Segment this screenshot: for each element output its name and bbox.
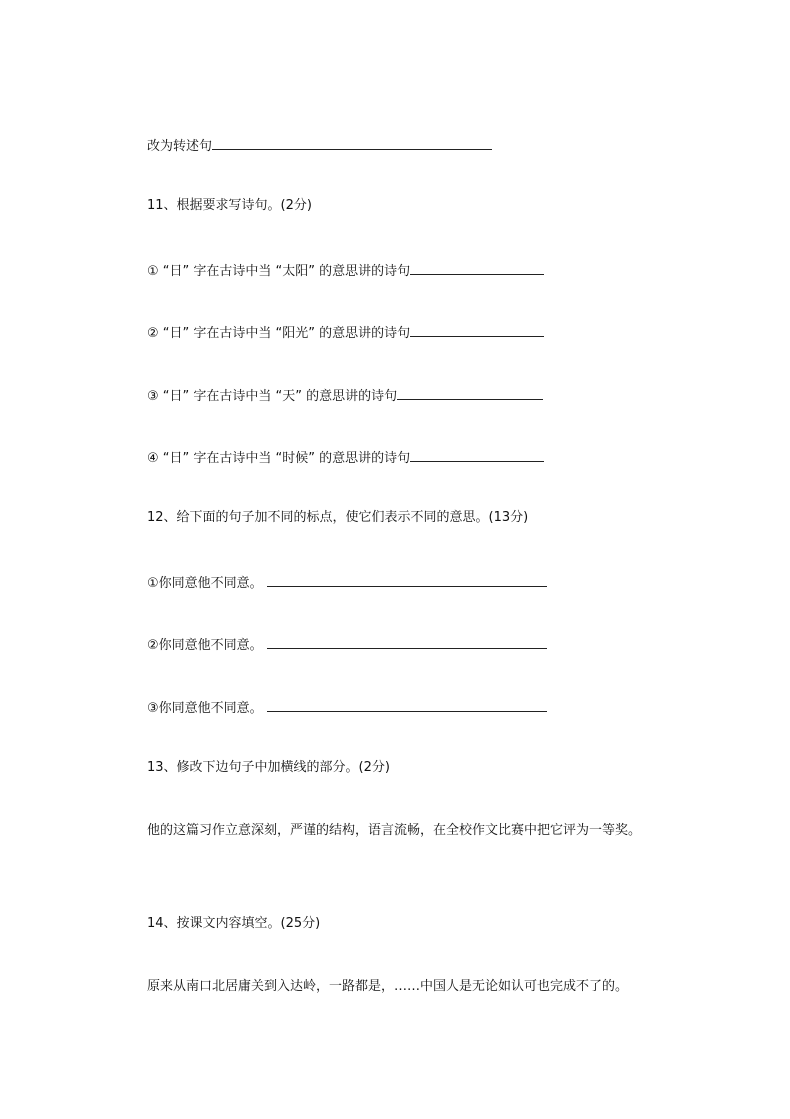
answer-blank[interactable] xyxy=(212,135,492,150)
q12-item-1 xyxy=(147,572,547,593)
answer-blank[interactable] xyxy=(410,447,544,462)
q10-rewrite-line xyxy=(147,135,492,156)
q14-passage: 原来从南口北居庸关到入达岭，一路都是，……中国人是无论如认可也完成不了的。 xyxy=(147,979,629,994)
q13-title: 13、修改下边句子中加横线的部分。(2分) xyxy=(147,760,390,775)
q11-item-2 xyxy=(147,322,544,343)
answer-blank[interactable] xyxy=(397,385,543,400)
q11-item-2-label: ② “日” 字在古诗中当 “阳光” 的意思讲的诗句 xyxy=(147,326,411,341)
q11-item-1-label: ① “日” 字在古诗中当 “太阳” 的意思讲的诗句 xyxy=(147,264,411,279)
q14-title: 14、按课文内容填空。(25分) xyxy=(147,916,321,931)
q13-sentence: 他的这篇习作立意深刻，严谨的结构，语言流畅，在全校作文比赛中把它评为一等奖。 xyxy=(147,823,642,838)
q12-item-2 xyxy=(147,634,547,655)
q11-item-3 xyxy=(147,385,543,406)
answer-blank[interactable] xyxy=(410,260,544,275)
q12-item-2-label: ②你同意他不同意。 xyxy=(147,638,263,653)
answer-blank[interactable] xyxy=(267,572,547,587)
q12-item-1-label: ①你同意他不同意。 xyxy=(147,576,263,591)
q12-item-3 xyxy=(147,697,547,718)
answer-blank[interactable] xyxy=(267,634,547,649)
answer-blank[interactable] xyxy=(410,322,544,337)
q12-item-3-label: ③你同意他不同意。 xyxy=(147,701,263,716)
q11-item-3-label: ③ “日” 字在古诗中当 “天” 的意思讲的诗句 xyxy=(147,389,398,404)
q11-item-1 xyxy=(147,260,544,281)
q11-item-4 xyxy=(147,447,544,468)
q11-title: 11、根据要求写诗句。(2分) xyxy=(147,198,312,213)
q12-title: 12、给下面的句子加不同的标点，使它们表示不同的意思。(13分) xyxy=(147,510,529,525)
answer-blank[interactable] xyxy=(267,697,547,712)
q10-rewrite-label: 改为转述句 xyxy=(147,139,213,154)
q11-item-4-label: ④ “日” 字在古诗中当 “时候” 的意思讲的诗句 xyxy=(147,451,411,466)
